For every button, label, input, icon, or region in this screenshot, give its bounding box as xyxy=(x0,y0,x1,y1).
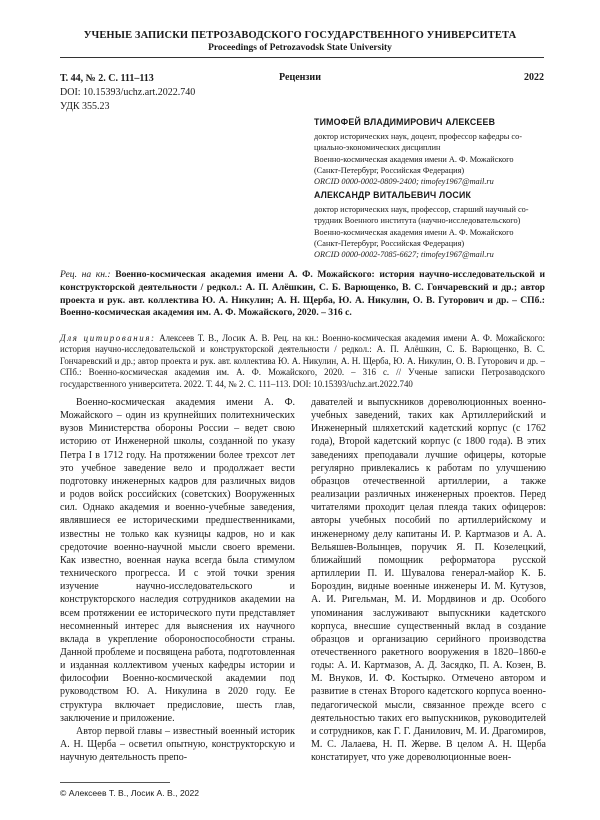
journal-title-ru: УЧЕНЫЕ ЗАПИСКИ ПЕТРОЗАВОДСКОГО ГОСУДАРСТВЕННОГО УНИВЕРСИТЕТА xyxy=(83,30,517,41)
author-affiliation-line: циально-экономических дисциплин xyxy=(314,143,441,153)
author-affiliation-line: трудник Военного института (научно-исследовательского) xyxy=(314,216,521,226)
body-paragraph: Военно-космическая академия имени А. Ф. Можайского – один из крупнейших политехнических вузов Министерства обороны России – ведет свою историю от Инженерной школы, созданной по указу Петра I в 1712 году. На протяжении более трехсот лет это учебное заведение вело и продолжает вести подготовку инженерных кадров для различных видов и родов войск российских (советских) Вооруженных сил. Однако академия и военно-учебные заведения, являвшиеся ее историческими предшественниками, известны не только как кузницы кадров, но и как средоточие военно-научной мысли своего времени. Как известно, военная наука всегда была стимулом технического прогресса. И с этой точки зрения изучение научно-исследовательского и конструкторского наследия сотрудников академии на всем протяжении ее исторического пути представляет несомненный интерес для выяснения их научного вклада в укрепление обороноспособности страны. Данной проблеме и посвящена работа, подготовленная и изданная коллективом ученых кафедры истории и философии Военно-космической академии под руководством Ю. А. Никулина в 2020 году. Ее структура включает предисловие, шесть глав, заключение и приложение. xyxy=(60,397,295,724)
author-name: АЛЕКСАНДР ВИТАЛЬЕВИЧ ЛОСИК xyxy=(314,190,472,200)
author-affiliation-line: (Санкт-Петербург, Российская Федерация) xyxy=(314,165,465,175)
udk-code: УДК 355.23 xyxy=(60,101,110,112)
doi[interactable]: DOI: 10.15393/uchz.art.2022.740 xyxy=(60,87,196,98)
author-block-1 xyxy=(314,117,546,187)
author-affiliation-line: (Санкт-Петербург, Российская Федерация) xyxy=(314,238,465,248)
citation-label: Для цитирования: xyxy=(60,333,156,343)
copyright-notice: © Алексеев Т. В., Лосик А. В., 2022 xyxy=(60,788,200,798)
body-paragraph: Автор первой главы – известный военный историк А. Н. Щерба – осветил опытную, конструкторскую и научную деятельность препо- xyxy=(60,725,295,764)
journal-title-en: Proceedings of Petrozavodsk State University xyxy=(208,43,392,53)
author-affiliation-line: Военно-космическая академия имени А. Ф. Можайского xyxy=(314,227,514,237)
body-column-right xyxy=(311,396,546,764)
author-affiliation-line: доктор исторических наук, профессор, старший научный со- xyxy=(314,205,529,215)
review-book-title: Военно-космическая академия имени А. Ф. Можайского: история научно-исследовательской и конструкторской деятельности / редкол.: А. П. Алёшкин, С. Б. Варющенко, В. С. Гончаревский и др.; автор проекта и рук. авт. коллектива Ю. А. Никулин; А. Н. Щерба, Ю. А. Никулин, О. В. Гуторович и др. – СПб.: Военно-космическая академия им. А. Ф. Можайского, 2020. – 316 с. xyxy=(60,269,545,319)
author-orcid-email[interactable]: ORCID 0000-0002-0809-2400; timofey1967@mail.ru xyxy=(314,177,494,187)
volume-pages: Т. 44, № 2. С. 111–113 xyxy=(60,73,154,84)
body-paragraph: давателей и выпускников дореволюционных военно-учебных заведений, таких как Артиллерийский и Инженерный шляхетский кадетский корпус (с 1762 года), Второй кадетский корпус (с 1800 года). В этих заведениях преподавали лучшие офицеры, которые регулярно привлекались к работам по улучшению образцов отечественной артиллерии, а также реализации различных инженерных проектов. Перед читателями проходит целая плеяда таких офицеров: авторы учебных пособий по артиллерийскому и инженерному делу капитаны И. Р. Картмазов и А. А. Вельяшев-Волынцев, поручик Я. П. Козелецкий, ближайший помощник реформатора русской артиллерии П. И. Шувалова генерал-майор К. Б. Бороздин, видные военные инженеры И. М. Кутузов, А. И. Ригельман, М. И. Мордвинов и др. Особого упоминания заслуживают выпускники кадетского корпуса, внесшие существенный вклад в создание образцов и организацию серийного производства отечественного ракетного вооружения в 1820–1860-е годы: А. И. Картмазов, А. Д. Засядко, П. А. Козен, В. М. Внуков, И. Ф. Костырко. Отмечено автором и развитие в стенах Второго кадетского корпуса военно-педагогической мысли, связанное прежде всего с деятельностью таких его выпускников, руководителей и сотрудников, как Г. Г. Данилович, М. И. Драгомиров, М. С. Лалаева, Н. П. Жерве. В целом А. Н. Щерба констатирует, что уже дореволюционные воен- xyxy=(311,397,546,764)
author-orcid-email[interactable]: ORCID 0000-0002-7085-6627; timofey1967@mail.ru xyxy=(314,250,494,260)
author-affiliation-line: доктор исторических наук, доцент, профессор кафедры со- xyxy=(314,132,522,142)
section-label: Рецензии xyxy=(279,72,321,83)
author-name: ТИМОФЕЙ ВЛАДИМИРОВИЧ АЛЕКСЕЕВ xyxy=(314,117,496,127)
author-affiliation-line: Военно-космическая академия имени А. Ф. Можайского xyxy=(314,154,514,164)
body-column-left xyxy=(60,396,295,764)
citation-text: Алексеев Т. В., Лосик А. В. Рец. на кн.: Военно-космическая академия имени А. Ф. Можайского: история научно-исследовательской и конструкторской деятельности / редкол.: А. П. Алёшкин, С. Б. Варющенко, В. С. Гончаревский и др.; автор проекта и рук. авт. коллектива Ю. А. Никулин, А. Н. Щерба, Ю. А. Никулин, О. В. Гуторович и др. – СПб.: Военно-космическая академия им. А. Ф. Можайского, 2020. – 316 с. // Ученые записки Петрозаводского государственного университета. 2022. Т. 44, № 2. С. 111–113. DOI: 10.15393/uchz.art.2022.740 xyxy=(60,333,545,389)
citation-block xyxy=(60,333,545,390)
reviewed-book xyxy=(60,269,545,320)
issue-year: 2022 xyxy=(524,72,544,83)
copyright-divider xyxy=(60,782,170,783)
header-divider xyxy=(60,57,544,58)
review-label: Рец. на кн.: xyxy=(60,269,111,280)
author-block-2 xyxy=(314,190,546,260)
